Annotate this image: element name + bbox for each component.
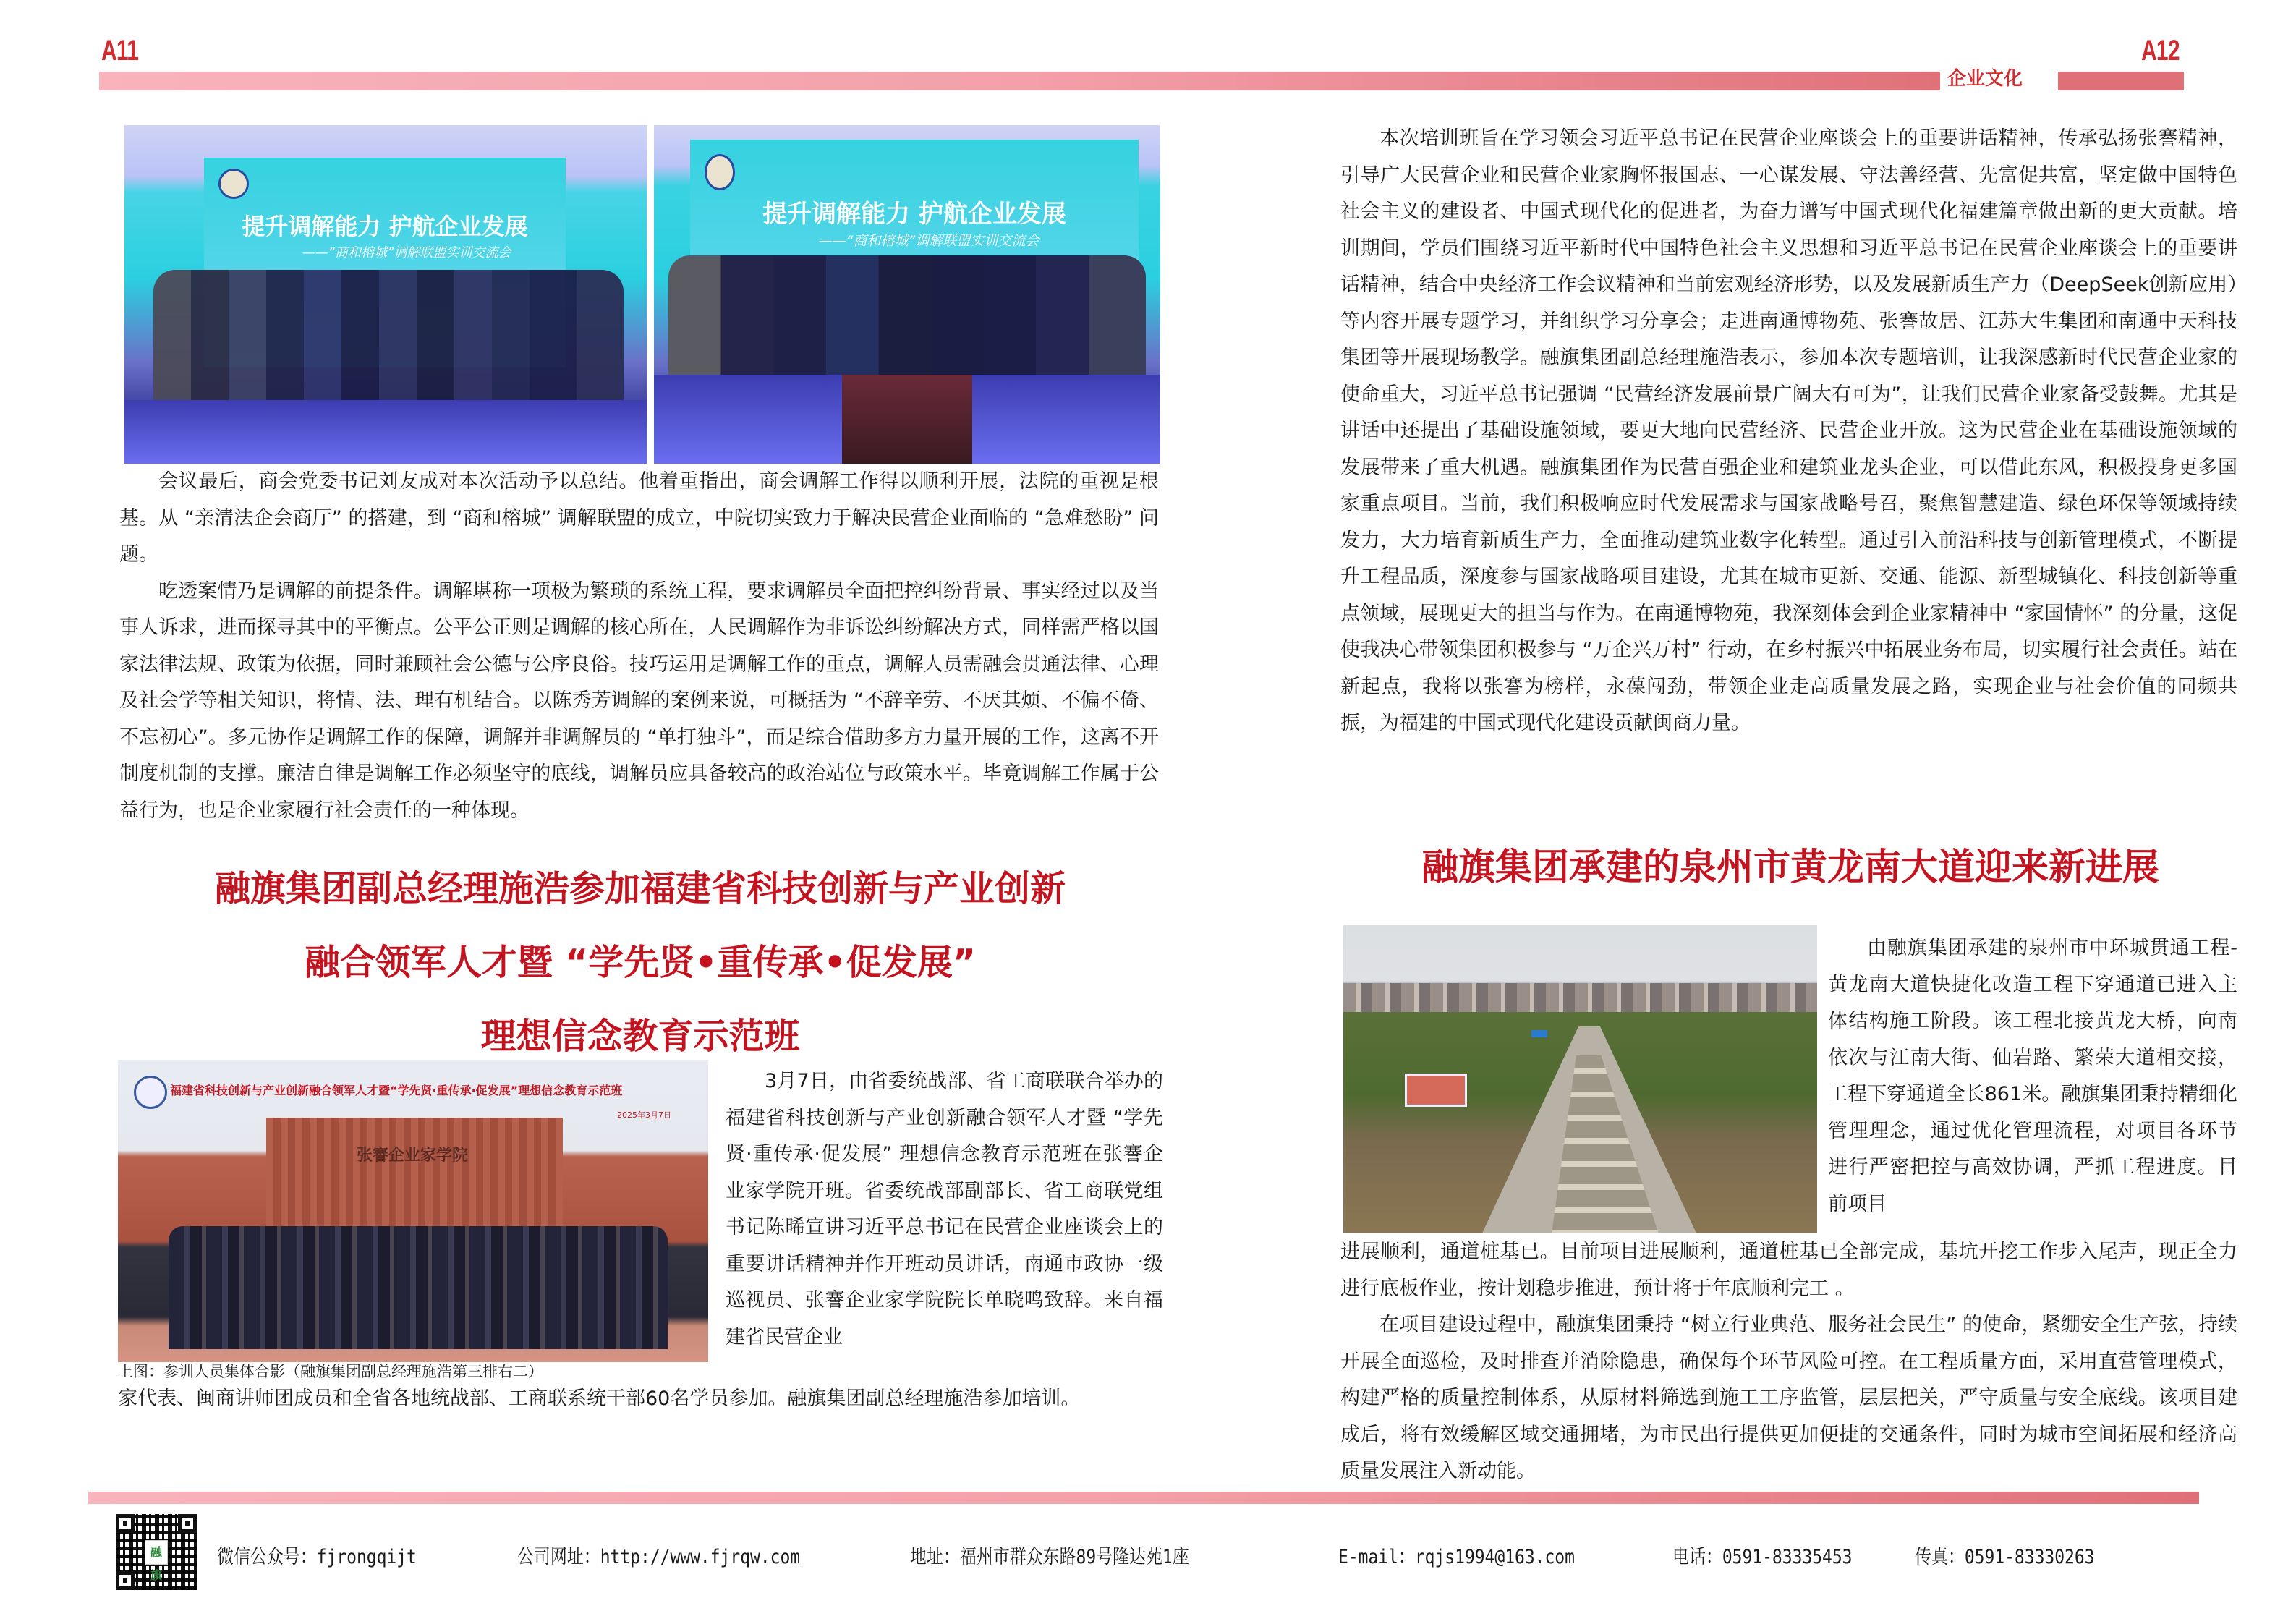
footer-address: 地址：福州市群众东路89号隆达苑1座	[910, 1546, 1189, 1568]
article3-paragraph: 由融旗集团承建的泉州市中环城贯通工程-黄龙南大道快捷化改造工程下穿通道已进入主体结构施工阶段。该工程北接黄龙大桥，向南依次与江南大街、仙岩路、繁荣大道相交接，工程下穿通道全长861米。融旗集团秉持精细化管理理念，通过优化管理流程，对项目各环节进行严密把控与高效协调，严抓工程进度。目前项目	[1828, 937, 2237, 1215]
right-page-number: A12	[2141, 35, 2180, 67]
qr-finder-icon	[116, 1571, 135, 1590]
left-page-number: A11	[101, 35, 139, 67]
company-logo-icon: 融旗	[145, 1540, 168, 1565]
article3-body	[1340, 1234, 2237, 1490]
wechat-qr-code[interactable]	[116, 1514, 197, 1590]
group-photo	[118, 1060, 708, 1362]
article3-headline: 融旗集团承建的泉州市黄龙南大道迎来新进展	[1421, 846, 2159, 889]
screen-subtitle: ——“商和榕城”调解联盟实训交流会	[818, 233, 1039, 249]
headline-line: 融合领军人才暨 “学先贤•重传承•促发展”	[304, 942, 977, 983]
section-tag: 企业文化	[1940, 64, 2030, 90]
article2-headline	[116, 852, 1165, 1074]
article2-continued-paragraph: 本次培训班旨在学习领会习近平总书记在民营企业座谈会上的重要讲话精神，传承弘扬张謇精神，引导广大民营企业和民营企业家胸怀报国志、一心谋发展、守法善经营、先富促共富，坚定做中国特色社会主义的建设者、中国式现代化的促进者，为奋力谱写中国式现代化福建篇章做出新的更大贡献。培训期间，学员们围绕习近平新时代中国特色社会主义思想和习近平总书记在民营企业座谈会上的重要讲话精神，结合中央经济工作会议精神和当前宏观经济形势，以及发展新质生产力（DeepSeek创新应用）等内容开展专题学习，并组织学习分享会；走进南通博物苑、张謇故居、江苏大生集团和南通中天科技集团等开展现场教学。融旗集团副总经理施浩表示，参加本次专题培训，让我深感新时代民营企业家的使命重大，习近平总书记强调 “民营经济发展前景广阔大有可为”，让我们民营企业家备受鼓舞。尤其是讲话中还提出了基础设施领域，要更大地向民营经济、民营企业开放。这为民营企业在基础设施领域的发展带来了重大机遇。融旗集团作为民营百强企业和建筑业龙头企业，可以借此东风，积极投身更多国家重点项目。当前，我们积极响应时代发展需求与国家战略号召，聚焦智慧建造、绿色环保等领域持续发力，大力培育新质生产力，全面推动建筑业数字化转型。通过引入前沿科技与创新管理模式，不断提升工程品质，深度参与国家战略项目建设，尤其在城市更新、交通、能源、新型城镇化、科技创新等重点领域，展现更大的担当与作为。在南通博物苑，我深刻体会到企业家精神中 “家国情怀” 的分量，这促使我决心带领集团积极参与 “万企兴万村” 行动，在乡村振兴中拓展业务布局，切实履行社会责任。站在新起点，我将以张謇为榜样，永葆闯劲，带领企业走高质量发展之路，实现企业与社会价值的同频共振，为福建的中国式现代化建设贡献闽商力量。	[1340, 127, 2237, 734]
podium	[842, 375, 972, 464]
emblem-icon	[218, 169, 249, 199]
photo-banner-title: 福建省科技创新与产业创新融合领军人才暨“学先贤·重传承·促发展”理想信念教育示范班	[170, 1084, 623, 1097]
footer-bar	[88, 1492, 2199, 1504]
article3-paragraph: 在项目建设过程中，融旗集团秉持 “树立行业典范、服务社会民生” 的使命，紧绷安全生产弦，持续开展全面巡检，及时排查并消除隐患，确保每个环节风险可控。在工程质量方面，采用直营管理模式，构建严格的质量控制体系，从原材料筛选到施工工序监管，层层把关，严守质量与安全底线。该项目建成后，将有效缓解区域交通拥堵，为市民出行提供更加便捷的交通条件，同时为城市空间拓展和经济高质量发展注入新动能。	[1340, 1314, 2237, 1482]
article1-paragraph: 会议最后，商会党委书记刘友成对本次活动予以总结。他着重指出，商会调解工作得以顺利开展，法院的重视是根基。从 “亲清法企会商厅” 的搭建，到 “商和榕城” 调解联盟的成立，中院切实致力于解决民营企业面临的 “急难愁盼” 问题。	[119, 470, 1159, 566]
conference-table	[124, 400, 647, 464]
photo-banner-date: 2025年3月7日	[617, 1110, 671, 1120]
group-of-people	[153, 270, 624, 414]
blue-canopy	[1531, 1030, 1547, 1037]
group-of-people	[668, 255, 1146, 393]
article2-continued	[1340, 121, 2237, 742]
emblem-icon	[705, 154, 735, 190]
academy-emblem-icon	[134, 1076, 167, 1109]
city-skyline	[1343, 983, 1817, 1012]
road-construction-photo	[1343, 925, 1817, 1233]
footer-wechat: 微信公众号：fjrongqijt	[217, 1546, 417, 1568]
conference-table	[972, 375, 1160, 464]
conference-table	[654, 375, 842, 464]
article2-tail-text: 家代表、闽商讲师团成员和全省各地统战部、工商联系统干部60名学员参加。融旗集团副总经理施浩参加培训。	[118, 1387, 1081, 1410]
header-bar	[99, 72, 1957, 90]
meeting-photo-right	[654, 125, 1160, 464]
article1-body	[119, 464, 1159, 829]
screen-subtitle: ——“商和榕城”调解联盟实训交流会	[302, 245, 511, 260]
headline-line: 理想信念教育示范班	[480, 1016, 800, 1057]
article1-paragraph: 吃透案情乃是调解的前提条件。调解堪称一项极为繁琐的系统工程，要求调解员全面把控纠纷背景、事实经过以及当事人诉求，进而探寻其中的平衡点。公平公正则是调解的核心所在，人民调解作为非诉讼纠纷解决方式，同样需严格以国家法律法规、政策为依据，同时兼顾社会公德与公序良俗。技巧运用是调解工作的重点，调解人员需融会贯通法律、心理及社会学等相关知识，将情、法、理有机结合。以陈秀芳调解的案例来说，可概括为 “不辞辛劳、不厌其烦、不偏不倚、不忘初心”。多元协作是调解工作的保障，调解并非调解员的 “单打独斗”，而是综合借助多方力量开展的工作，这离不开制度机制的支撑。廉洁自律是调解工作必须坚守的底线，调解员应具备较高的政治站位与政策水平。毕竟调解工作属于公益行为，也是企业家履行社会责任的一种体现。	[119, 579, 1159, 822]
photo-caption: 上图：参训人员集体合影（融旗集团副总经理施浩第三排右二）	[118, 1363, 543, 1380]
screen-title: 提升调解能力 护航企业发展	[762, 200, 1066, 229]
footer-email[interactable]: E-mail：rqjs1994@163.com	[1338, 1546, 1575, 1568]
article2-side-text	[726, 1063, 1163, 1356]
footer-fax: 传真：0591-83330263	[1915, 1546, 2095, 1568]
meeting-photo-left	[124, 125, 647, 464]
qr-finder-icon	[116, 1514, 135, 1533]
article3-paragraph: 进展顺利，通道桩基已。目前项目进展顺利，通道桩基已全部完成，基坑开挖工作步入尾声，现正全力进行底板作业，按计划稳步推进，预计将于年底顺利完工 。	[1340, 1241, 2237, 1300]
article3-side-text	[1828, 930, 2237, 1223]
building-sign: 张謇企业家学院	[357, 1147, 469, 1165]
article2-paragraph: 3月7日，由省委统战部、省工商联联合举办的福建省科技创新与产业创新融合领军人才暨 “学先贤·重传承·促发展” 理想信念教育示范班在张謇企业家学院开班。省委统战部副部长、省工商联党组书记陈晞宣讲习近平总书记在民营企业座谈会上的重要讲话精神并作开班动员讲话，南通市政协一级巡视员、张謇企业家学院院长单晓鸣致辞。来自福建省民营企业	[726, 1070, 1163, 1348]
site-office	[1405, 1074, 1467, 1107]
group-of-people	[169, 1226, 668, 1349]
footer-phone: 电话：0591-83335453	[1672, 1546, 1853, 1568]
footer-website[interactable]: 公司网址：http://www.fjrqw.com	[517, 1546, 801, 1568]
screen-title: 提升调解能力 护航企业发展	[242, 213, 528, 240]
headline-line: 融旗集团副总经理施浩参加福建省科技创新与产业创新	[214, 868, 1066, 909]
qr-finder-icon	[178, 1514, 197, 1533]
header-bar-end	[2058, 72, 2184, 90]
